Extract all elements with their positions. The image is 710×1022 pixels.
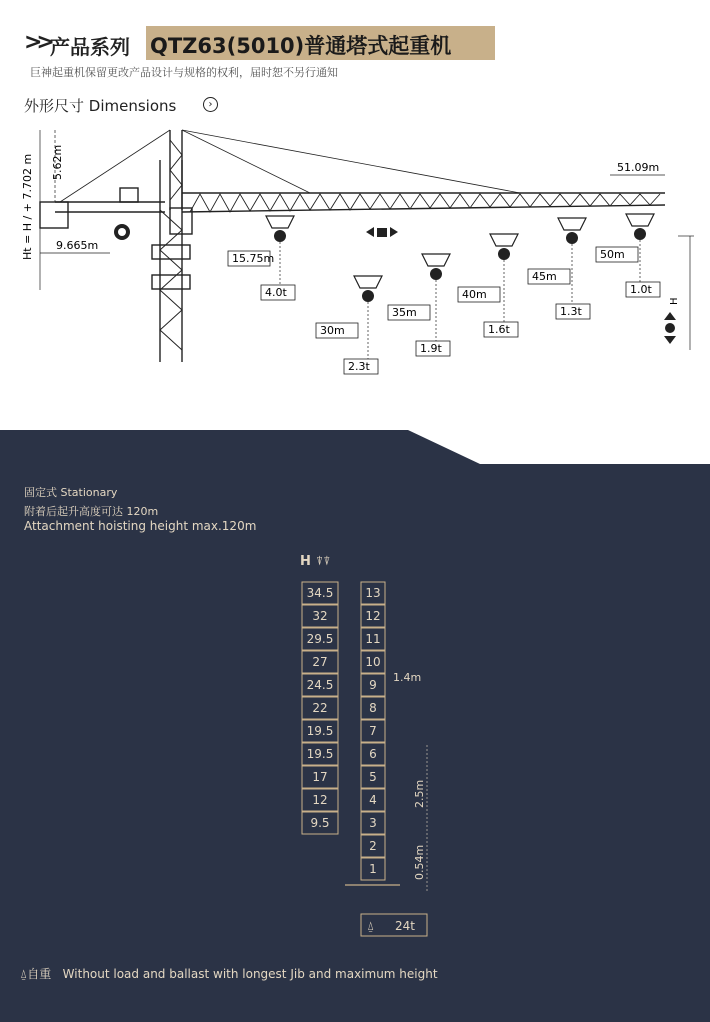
section-number: 6 [369,747,377,761]
dim-label: 1.4m [393,671,422,684]
load-label: 1.9t [420,342,442,355]
section-number: 5 [369,770,377,784]
radius-label: 40m [462,288,487,301]
radius-label: 50m [600,248,625,261]
stationary-line-3: Attachment hoisting height max.120m [24,519,257,533]
section-number: 1 [369,862,377,876]
hook-icon: ⍒⍒ [316,554,331,568]
height-value: 22 [312,701,328,715]
stationary-line-1: 固定式 Stationary [24,486,118,499]
max-radius-label: 51.09m [617,161,660,174]
section-number: 8 [369,701,377,715]
load-label: 1.3t [560,305,582,318]
stationary-line-2: 附着后起升高度可达 120m [24,505,159,518]
weight-description: Without load and ballast with longest Jib and maximum height [62,967,438,981]
height-value: 19.5 [306,724,334,738]
total-height-label: Ht = H / + 7.702 m [21,153,34,260]
height-value: 27 [312,655,328,669]
series-label: 产品系列 [50,35,130,59]
height-value: 9.5 [310,816,330,830]
double-chevron-icon: >> [24,30,49,55]
weight-label: 自重 [27,967,52,981]
load-label: 1.6t [488,323,510,336]
load-label: 2.3t [348,360,370,373]
height-value: 32 [312,609,328,623]
section-number: 7 [369,724,377,738]
section-number: 4 [369,793,377,807]
disclaimer-notice: 巨神起重机保留更改产品设计与规格的权利，届时恕不另行通知 [30,66,338,79]
load-label: 4.0t [265,286,287,299]
dim-label: 2.5m [413,779,426,808]
height-value: 17 [312,770,328,784]
radius-label: 45m [532,270,557,283]
section-number: 10 [365,655,381,669]
height-value: 34.5 [306,586,334,600]
radius-label: 15.75m [232,252,275,265]
height-col-header: H [300,554,311,569]
section-number: 12 [365,609,381,623]
dimensions-title: 外形尺寸 Dimensions [24,97,177,115]
weight-value: 24t [395,919,415,933]
load-label: 1.0t [630,283,652,296]
section-number: 13 [365,586,381,600]
radius-label: 35m [392,306,417,319]
height-value: 19.5 [306,747,334,761]
counter-jib-length: 9.665m [56,239,99,252]
model-title: QTZ63(5010)普通塔式起重机 [150,34,452,58]
height-value: 29.5 [306,632,334,646]
h-mark: H [669,297,680,305]
section-number: 9 [369,678,377,692]
height-value: 12 [312,793,328,807]
weight-note [20,965,438,982]
section-number: 11 [365,632,381,646]
weight-icon: ⍙ [367,919,375,933]
height-value: 24.5 [306,678,334,692]
height-562-label: 5.62m [51,144,64,180]
radius-label: 30m [320,324,345,337]
section-number: 3 [369,816,377,830]
chevron-right-icon: › [203,97,218,112]
weight-icon: ⍙ [20,967,28,981]
dim-label: 0.54m [413,844,426,880]
section-number: 2 [369,839,377,853]
